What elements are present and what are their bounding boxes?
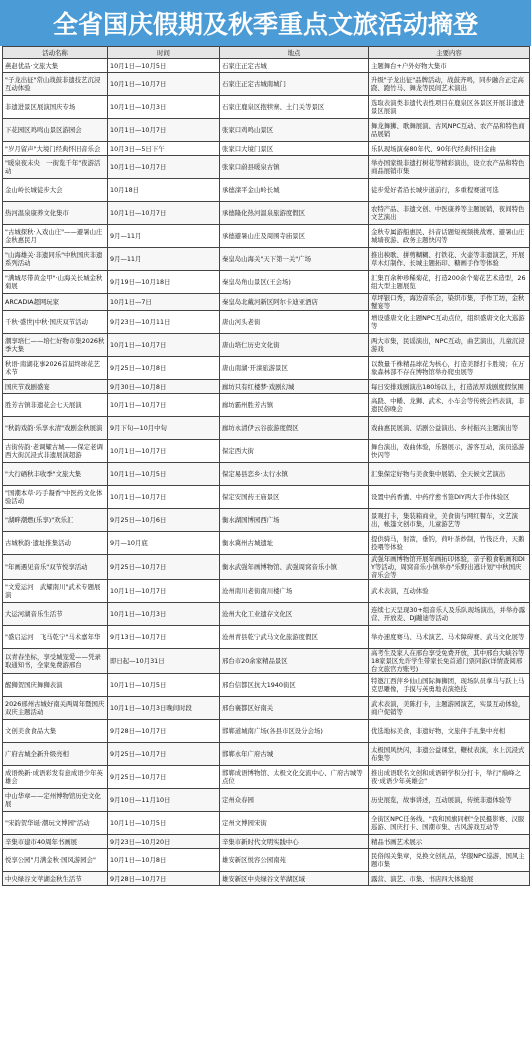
- table-row: [3, 294, 530, 311]
- activity-name-cell: "子龙出征"常山战鼓非遗技艺沉浸互动体验: [3, 73, 108, 96]
- location-cell: 衡水冀州古城遗址: [220, 532, 369, 555]
- activity-name-cell: 中央绿谷文苹湖金秋生活节: [3, 872, 108, 886]
- location-cell: 廊坊霸州胜芳古镇: [220, 394, 369, 417]
- location-cell: 辛集市新时代文明实践中心: [220, 835, 369, 849]
- location-cell: 廊坊永清伊云谷旅游度假区: [220, 417, 369, 440]
- content-cell: 高跷、中幡、龙狮、武术、小车会等传统会档表演，非遗民俗晚会: [369, 394, 530, 417]
- page-title: 全省国庆假期及秋季重点文旅活动摘登: [0, 0, 531, 46]
- location-cell: 承德滦平金山岭长城: [220, 179, 369, 202]
- table-row: [3, 248, 530, 271]
- time-cell: 10月1日—10月7日: [108, 486, 220, 509]
- table-row: [3, 463, 530, 486]
- location-cell: 邢台信都区抗大1940街区: [220, 674, 369, 697]
- table-row: [3, 357, 530, 380]
- table-row: [3, 225, 530, 248]
- table-row: [3, 417, 530, 440]
- activity-name-cell: 文创美食食品大集: [3, 720, 108, 743]
- time-cell: 10月1日—10月7日: [108, 394, 220, 417]
- time-cell: 9月—11月: [108, 225, 220, 248]
- content-cell: 戏曲惠民展演、话剧公益演出、乡村振兴主题演出等: [369, 417, 530, 440]
- location-cell: 定州众春园: [220, 789, 369, 812]
- time-cell: 10月1日—10月3日晚间时段: [108, 697, 220, 720]
- activity-name-cell: 悦享公园"月满金秋·国风游园会": [3, 849, 108, 872]
- content-cell: 汇集百余种珍稀菊花，打造200余个菊花艺术造型，26组大型主题展览: [369, 271, 530, 294]
- table-row: [3, 119, 530, 142]
- time-cell: 9月25日—10月8日: [108, 357, 220, 380]
- content-cell: 景观打卡，集装箱商业，美食街与网红餐车，文艺演出，帐篷文创市集，儿童游艺等: [369, 509, 530, 532]
- activity-name-cell: 热河温泉康养文化集市: [3, 202, 108, 225]
- activity-name-cell: 非遗进景区展演国庆专场: [3, 96, 108, 119]
- content-cell: 汇集保定好物与美食集中展销、全天候文艺演出: [369, 463, 530, 486]
- time-cell: 9月23日—10月11日: [108, 311, 220, 334]
- table-row: [3, 649, 530, 674]
- content-cell: 提供骑马，射箭，垂钓，荷叶茶炒制，竹筏泛舟，天鹅投喂等体验: [369, 532, 530, 555]
- table-row: [3, 142, 530, 156]
- location-cell: 唐山河头老街: [220, 311, 369, 334]
- header-main-content: 主要内容: [369, 47, 530, 59]
- time-cell: 10月1日—10月7日: [108, 440, 220, 463]
- table-row: [3, 580, 530, 603]
- time-cell: 9月28日—10月7日: [108, 720, 220, 743]
- table-row: [3, 812, 530, 835]
- content-cell: 推出秧歌、拼剪糊糊、打铁花、火壶等非遗演艺，开展草木灯制作、长城主题拓印、糖画手作等体验: [369, 248, 530, 271]
- table-row: [3, 59, 530, 73]
- header-activity-name: 活动名称: [3, 47, 108, 59]
- activity-name-cell: "秋韵戏韵·乐享永清"戏剧金秋展演: [3, 417, 108, 440]
- time-cell: 10月18日: [108, 179, 220, 202]
- content-cell: 特邀江西萍乡仙山国际舞狮团，现场队员拿马与跃上马克思雕像，手摸与英勇地表演绝技: [369, 674, 530, 697]
- activity-name-cell: 古街传韵·老调耀古城——保定老调西大街沉浸式非遗展演超游: [3, 440, 108, 463]
- location-cell: 秦皇岛山海关"天下第一关"广场: [220, 248, 369, 271]
- activity-name-cell: "年画遇见音乐"双节悦享活动: [3, 555, 108, 580]
- location-cell: 秦皇岛角山景区(王会场): [220, 271, 369, 294]
- activity-name-cell: ARCADIA超网玩家: [3, 294, 108, 311]
- table-row: [3, 603, 530, 626]
- location-cell: 承德隆化热河温泉旅游度假区: [220, 202, 369, 225]
- content-cell: 历史展览，故事讲述，互动展演，传统非遗体验等: [369, 789, 530, 812]
- content-cell: 举办国家级非遗打树花等精彩演出，设立农产品和特色商品展销市集: [369, 156, 530, 179]
- time-cell: 9月25日—10月6日: [108, 509, 220, 532]
- time-cell: 9月25日—10月7日: [108, 743, 220, 766]
- table-row: [3, 73, 530, 96]
- content-cell: 徒步爱好者沿长城步道前行，多重程赛道可选: [369, 179, 530, 202]
- table-row: [3, 872, 530, 886]
- activity-name-cell: "湖畔潮燃(乐享)"欢乐汇: [3, 509, 108, 532]
- content-cell: 每日安排戏剧演出180场以上，打造浓厚戏剧度假氛围: [369, 380, 530, 394]
- activity-name-cell: 醒狮贺国庆舞狮表演: [3, 674, 108, 697]
- activity-name-cell: 金山岭长城徒步大会: [3, 179, 108, 202]
- activity-name-cell: 秋语·南湖花事2026首届终球花艺术节: [3, 357, 108, 380]
- time-cell: 10月1日—10月5日: [108, 59, 220, 73]
- table-row: [3, 394, 530, 417]
- location-cell: 石家庄鹿泉区抱犊寨、土门关等景区: [220, 96, 369, 119]
- content-cell: 全街区NPC任务线、"我和国旗同框"全民摄影赛、汉服巡游、国庆打卡、国潮市集、古风游戏互动等: [369, 812, 530, 835]
- table-header-row: [3, 47, 530, 59]
- time-cell: 9月25日—10月7日: [108, 555, 220, 580]
- content-cell: 推出成语联名文创和成语研学积分打卡，举行"巅峰之夜·成语少年英雄会": [369, 766, 530, 789]
- location-cell: 邯郸成语博物馆、太极文化交流中心、广府古城等点位: [220, 766, 369, 789]
- table-row: [3, 743, 530, 766]
- location-cell: 石家庄正定古城南城门: [220, 73, 369, 96]
- content-cell: 选取表演类非遗代表性项目在鹿泉区各景区开展非遗进景区展演: [369, 96, 530, 119]
- table-row: [3, 555, 530, 580]
- activity-name-cell: "暖泉夜未央 一街览千年"夜游活动: [3, 156, 108, 179]
- content-cell: 连续七天呈现30+组音乐人及乐队现场演出，并举办露营、开放麦、DJ蹦迪等活动: [369, 603, 530, 626]
- activity-name-cell: 辛集市建市40周年书画展: [3, 835, 108, 849]
- activity-name-cell: "国潮本草·巧手凝香"中医药文化体验活动: [3, 486, 108, 509]
- activity-name-cell: 广府古城全新升级亮相: [3, 743, 108, 766]
- content-cell: 精品书画艺术展示: [369, 835, 530, 849]
- location-cell: 石家庄正定古城: [220, 59, 369, 73]
- time-cell: 10月1日—7日: [108, 294, 220, 311]
- time-cell: 即日起—10月31日: [108, 649, 220, 674]
- location-cell: 沧州青县乾宁武马文化旅游度假区: [220, 626, 369, 649]
- content-cell: 高考生及家人在邢台享受免费开放，其中邢台大峡谷等18家景区允许学生带家长免首道门票同游(详情查阅邢台文旅官方账号): [369, 649, 530, 674]
- content-cell: 主题舞台+户外好物大集市: [369, 59, 530, 73]
- activity-name-cell: 国庆节戏剧盛宴: [3, 380, 108, 394]
- activity-name-cell: 潮享培仁——培仁好物市集2026秋季大集: [3, 334, 108, 357]
- table-row: [3, 532, 530, 555]
- table-body: [3, 59, 530, 886]
- location-cell: 唐山南湖·开滦旅游景区: [220, 357, 369, 380]
- activity-name-cell: "宋韵贺华诞·潮玩文博园"活动: [3, 812, 108, 835]
- table-row: [3, 720, 530, 743]
- activity-name-cell: "山海雄关·非遗同乐"中秋国庆非遗系列活动: [3, 248, 108, 271]
- time-cell: 9月23日—10月20日: [108, 835, 220, 849]
- location-cell: 雄安新区悦容公园南苑: [220, 849, 369, 872]
- time-cell: 9月—11月: [108, 248, 220, 271]
- time-cell: 10月1日—10月7日: [108, 580, 220, 603]
- content-cell: 武强年画博物馆开展年画拓印体验，亲子粮食粘画和DIY等活动，周窝音乐小镇举办"乐野出逃计划"中秋国庆音乐会等: [369, 555, 530, 580]
- time-cell: 10月1日—10月3日: [108, 603, 220, 626]
- activity-name-cell: "文爱运河 武耀南川"武术专题展演: [3, 580, 108, 603]
- location-cell: 邯郸永年广府古城: [220, 743, 369, 766]
- location-cell: 沧州南川老街南川楼广场: [220, 580, 369, 603]
- time-cell: 10月1日—10月7日: [108, 202, 220, 225]
- activity-name-cell: 下花园区鸡鸣山景区游园会: [3, 119, 108, 142]
- time-cell: 9月10日—11月10日: [108, 789, 220, 812]
- header-location: 地点: [220, 47, 369, 59]
- time-cell: 9月19日—10月18日: [108, 271, 220, 294]
- activity-name-cell: 燕赵优品·文旅大集: [3, 59, 108, 73]
- time-cell: 10月1日—10月7日: [108, 119, 220, 142]
- location-cell: 唐山培仁历史文化街: [220, 334, 369, 357]
- location-cell: 定州文博园宋街: [220, 812, 369, 835]
- content-cell: 舞台演出，戏曲体验，乐器展示，游客互动，演员巡游快闪等: [369, 440, 530, 463]
- activity-name-cell: "岁月留声"大境门经典怀旧音乐会: [3, 142, 108, 156]
- content-cell: 太极国风快闪，非遗公益课堂，鞭杖表演，水上沉浸式布集等: [369, 743, 530, 766]
- activities-table: [2, 46, 530, 886]
- activity-name-cell: 中山华章——定州博物馆历史文化展: [3, 789, 108, 812]
- table-row: [3, 835, 530, 849]
- location-cell: 沧州大化工业遗存文化区: [220, 603, 369, 626]
- time-cell: 10月1日—10月8日: [108, 849, 220, 872]
- location-cell: 保定西大街: [220, 440, 369, 463]
- activity-name-cell: "盛启运河 飞马乾宁"马术嘉年华: [3, 626, 108, 649]
- table-row: [3, 674, 530, 697]
- table-row: [3, 440, 530, 463]
- activity-name-cell: 2026邢州古城好南关两周年暨国庆双庆主题活动: [3, 697, 108, 720]
- table-row: [3, 849, 530, 872]
- activity-name-cell: 大运河湖音乐生活节: [3, 603, 108, 626]
- content-cell: 露营、演艺、市集、书店四大体验展: [369, 872, 530, 886]
- time-cell: 9月25日—10月7日: [108, 766, 220, 789]
- time-cell: 10月1日—10月7日: [108, 156, 220, 179]
- content-cell: 增设盛唐文化主题NPC互动点位，组织盛唐文化大巡游等: [369, 311, 530, 334]
- activity-name-cell: 胜芳古镇非遗花会七天展演: [3, 394, 108, 417]
- time-cell: 10月3日—5日下午: [108, 142, 220, 156]
- activity-name-cell: 成语焕新·成语彩发有意成语少年英雄会: [3, 766, 108, 789]
- time-cell: 9月28日—10月7日: [108, 872, 220, 886]
- time-cell: 10月1日—10月7日: [108, 334, 220, 357]
- table-row: [3, 156, 530, 179]
- content-cell: 武术表演，互动体验: [369, 580, 530, 603]
- time-cell: 10月1日—10月7日: [108, 73, 220, 96]
- location-cell: 保定易县恋乡·太行水镇: [220, 463, 369, 486]
- location-cell: 邯郸道城南广场(各县市区设分会场): [220, 720, 369, 743]
- activity-name-cell: "满城尽带黄金甲"·山海关长城金秋菊展: [3, 271, 108, 294]
- header-time: 时间: [108, 47, 220, 59]
- time-cell: 9月—10月底: [108, 532, 220, 555]
- activity-name-cell: 以青春坐标，享受城宠爱——凭录取通知书，全家免费游邢台: [3, 649, 108, 674]
- content-cell: 升级"子龙出征"品牌活动，战鼓齐鸣，同步融合正定高跷、跑竹马、舞龙等民间艺术演出: [369, 73, 530, 96]
- content-cell: 举办速度赛马、马术演艺、马术障碍赛、武马文化展等: [369, 626, 530, 649]
- activity-name-cell: "古城探秋·入戏山庄"——避暑山庄金秋惠民月: [3, 225, 108, 248]
- content-cell: 乐队现场演奏80年代、90年代经典怀旧金曲: [369, 142, 530, 156]
- table-row: [3, 626, 530, 649]
- location-cell: 邢台市20余家精品景区: [220, 649, 369, 674]
- table-row: [3, 486, 530, 509]
- content-cell: 草坪银口秀，海边音乐会，染织市集，手作工坊，金秋蟹宴等: [369, 294, 530, 311]
- time-cell: 10月1日—10月5日: [108, 812, 220, 835]
- location-cell: 张家口蔚县暖泉古镇: [220, 156, 369, 179]
- table-row: [3, 311, 530, 334]
- table-row: [3, 179, 530, 202]
- time-cell: 9月下旬—10月中旬: [108, 417, 220, 440]
- content-cell: 金秋专属游船惠民、抖音话题短视频挑战赛、避暑山庄城墙夜游、政务主题快闪等: [369, 225, 530, 248]
- location-cell: 秦皇岛北戴河新区阿尔卡迪亚酒店: [220, 294, 369, 311]
- location-cell: 保定安国药王庙景区: [220, 486, 369, 509]
- time-cell: 10月1日—10月5日: [108, 463, 220, 486]
- table-row: [3, 789, 530, 812]
- table-row: [3, 202, 530, 225]
- table-row: [3, 271, 530, 294]
- time-cell: 10月1日—10月3日: [108, 96, 220, 119]
- location-cell: 衡水武强年画博物馆、武强周窝音乐小镇: [220, 555, 369, 580]
- table-row: [3, 96, 530, 119]
- location-cell: 承德避暑山庄及周围寺庙景区: [220, 225, 369, 248]
- activity-name-cell: 千秋·盛世|中秋·国庆双节活动: [3, 311, 108, 334]
- activity-name-cell: "大行硒秋丰收季"文旅大集: [3, 463, 108, 486]
- location-cell: 廊坊只有红楼梦·戏剧幻城: [220, 380, 369, 394]
- location-cell: 衡水湖国博园西广场: [220, 509, 369, 532]
- table-row: [3, 380, 530, 394]
- table-row: [3, 509, 530, 532]
- content-cell: 两大市集，民谣演出，NPC互动，曲艺演出，儿童沉浸游戏: [369, 334, 530, 357]
- content-cell: 设置中药香囊、中药疗愈书签DIY两大手作体验区: [369, 486, 530, 509]
- table-row: [3, 697, 530, 720]
- content-cell: 优选地标美食，非遗好物，文旅伴手礼集中亮相: [369, 720, 530, 743]
- content-cell: 民俗闯关集章，兑换文创礼品，华服NPC巡游，国风主题市集: [369, 849, 530, 872]
- content-cell: 以数量千株精品球花为核心，打造美群打卡胜境；在万象森林部不存在博物馆举办爬虫展等: [369, 357, 530, 380]
- content-cell: 武术表演，美陈打卡，主题游园演艺，实景互动体验，商户促销等: [369, 697, 530, 720]
- time-cell: 9月30日—10月8日: [108, 380, 220, 394]
- content-cell: 农特产品、非遗文创、中医康养等主题展销，夜间特色文艺演出: [369, 202, 530, 225]
- content-cell: 舞龙舞狮、歌舞展演、古风NPC互动、农产品和特色商品展销: [369, 119, 530, 142]
- location-cell: 张家口大境门景区: [220, 142, 369, 156]
- time-cell: 10月1日—10月5日: [108, 674, 220, 697]
- table-row: [3, 766, 530, 789]
- activity-name-cell: 古城秋韵·遗址推集活动: [3, 532, 108, 555]
- location-cell: 邢台襄都区好南关: [220, 697, 369, 720]
- table-row: [3, 334, 530, 357]
- time-cell: 9月13日—10月7日: [108, 626, 220, 649]
- location-cell: 张家口鸡鸣山景区: [220, 119, 369, 142]
- location-cell: 雄安新区中央绿谷文苹湖区域: [220, 872, 369, 886]
